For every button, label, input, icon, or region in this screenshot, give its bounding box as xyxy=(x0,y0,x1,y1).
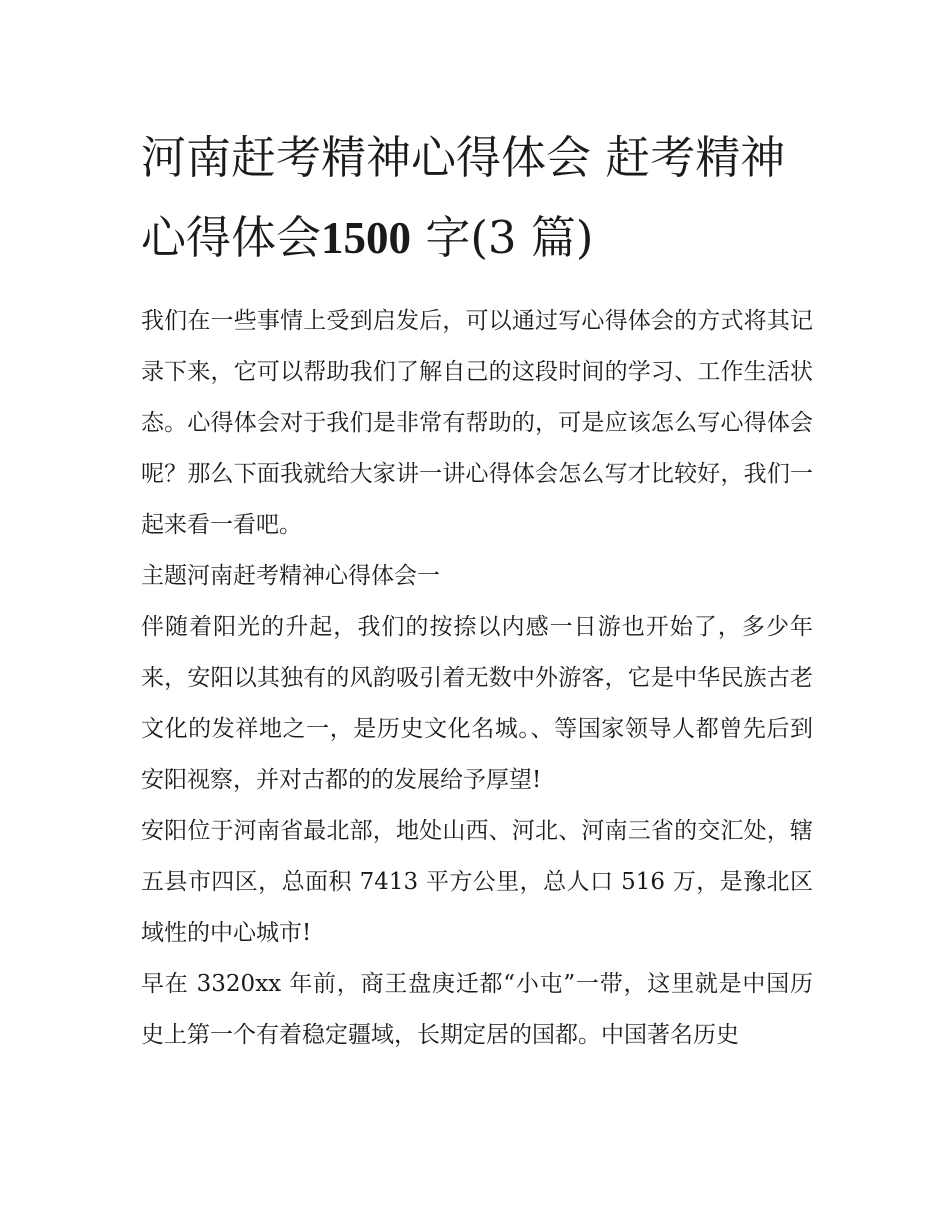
title-text-part2: 字(3 篇) xyxy=(425,211,594,264)
title-number: 1500 xyxy=(321,213,412,263)
body-paragraph-3: 早在 3320xx 年前，商王盘庚迁都“小屯”一带，这里就是中国历史上第一个有着稳定疆域，长期定居的国都。中国著名历史 xyxy=(141,971,813,1048)
body-paragraph-1: 伴随着阳光的升起，我们的按捺以内感一日游也开始了，多少年来，安阳以其独有的风韵吸引着无数中外游客，它是中华民族古老文化的发祥地之一，是历史文化名城。、等国家领导人都曾先后到安阳视察，并对古都的的发展给予厚望! xyxy=(141,614,813,793)
document-title xyxy=(141,118,813,278)
body-paragraph-2: 安阳位于河南省最北部，地处山西、河北、河南三省的交汇处，辖五县市四区，总面积 7413 平方公里，总人口 516 万，是豫北区域性的中心城市! xyxy=(141,818,813,946)
intro-paragraph: 我们在一些事情上受到启发后，可以通过写心得体会的方式将其记录下来，它可以帮助我们了解自己的这段时间的学习、工作生活状态。心得体会对于我们是非常有帮助的，可是应该怎么写心得体会呢？那么下面我就给大家讲一讲心得体会怎么写才比较好，我们一起来看一看吧。 xyxy=(141,308,813,538)
section-heading: 主题河南赶考精神心得体会一 xyxy=(141,563,440,589)
title-text-part1: 河南赶考精神心得体会 赶考精神心得体会 xyxy=(141,131,786,264)
document-page xyxy=(141,118,813,1061)
